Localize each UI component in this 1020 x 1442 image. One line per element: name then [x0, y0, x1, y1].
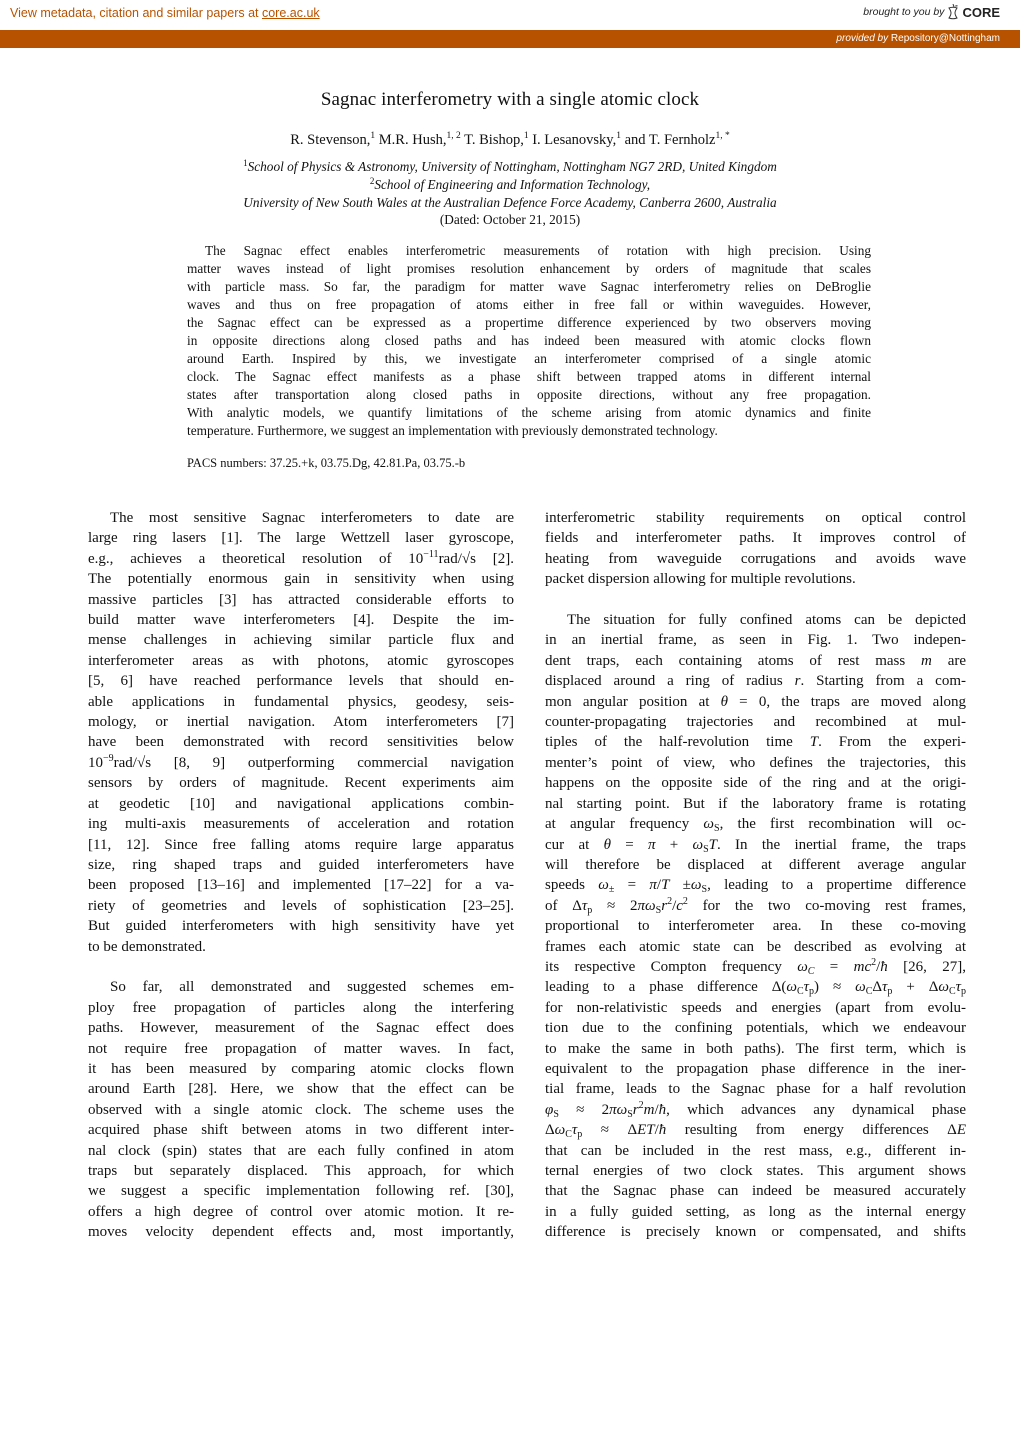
- body-text-line: for non-relativistic speeds and energies (apart from evolu-: [545, 999, 966, 1016]
- brought-by-label: brought to you by: [863, 6, 945, 18]
- body-text-line: large ring lasers [1]. The large Wettzell laser gyroscope,: [88, 530, 514, 547]
- body-text-line: will therefore be displaced at different average angular: [545, 856, 966, 873]
- abstract-line: the Sagnac effect can be expressed as a propertime difference experienced by two observers moving: [187, 315, 871, 331]
- body-text-line: at angular frequency $\omega_S$, the first recombination will oc-: [545, 816, 966, 835]
- abstract-line: in opposite directions along closed paths and has indeed been measured with atomic clocks flown: [187, 333, 871, 349]
- body-text-line: build matter wave interferometers [4]. Despite the im-: [88, 612, 514, 629]
- body-text-line: $\varphi_S$ ≈ $2\pi\omega_Sr^2m/ħ$, which advances any dynamical phase: [545, 1099, 966, 1120]
- body-text-line: ploy free propagation of particles along the interfering: [88, 999, 514, 1016]
- abstract-line: waves and thus on free propagation of atoms either in free fall or within waveguides. However,: [187, 297, 871, 313]
- core-link[interactable]: core.ac.uk: [261, 6, 320, 20]
- author: I. Lesanovsky,$^1$: [532, 131, 621, 148]
- body-text-line: that can be included in the rest mass, e.g., different in-: [545, 1142, 966, 1159]
- paragraph-gap: [545, 590, 966, 610]
- paragraph-gap: [88, 957, 514, 977]
- body-text-line: $\Delta\omega_C\tau_p$ ≈ ΔET/ħ resulting from energy differences ΔE: [545, 1122, 966, 1141]
- body-text-line: nal clock (spin) states that are each fully confined in atom: [88, 1142, 514, 1159]
- body-text-line: interferometer areas as with photons, atomic gyroscopes: [88, 652, 514, 669]
- author-list: [0, 132, 1020, 149]
- body-text-line: leading to a phase difference $\Delta(\omega_C\tau_p) \approx \omega_C\Delta\tau_p + \Delta\omega_C\tau_p$: [545, 979, 966, 998]
- core-banner-bar: [0, 30, 1020, 48]
- provided-by-label: provided by: [836, 33, 889, 44]
- body-text-line: it has been measured by comparing atomic clocks flown: [88, 1060, 514, 1077]
- body-text-line: not require free propagation of matter waves. In fact,: [88, 1040, 514, 1057]
- body-text-line: paths. However, measurement of the Sagnac effect does: [88, 1020, 514, 1037]
- affiliation: University of New South Wales at the Australian Defence Force Academy, Canberra 2600, Australia: [243, 195, 777, 210]
- body-text-line: ing multi-axis measurements of acceleration and rotation: [88, 816, 514, 833]
- body-text-line: been proposed [13–16] and implemented [17–22] for a va-: [88, 877, 514, 894]
- body-text-line: happens on the opposite side of the ring and at the origi-: [545, 775, 966, 792]
- body-text-line: speeds $\omega_\pm = \pi/T \pm\omega_S$, leading to a propertime difference: [545, 877, 966, 896]
- author: M.R. Hush,$^{1, 2}$: [378, 131, 461, 148]
- abstract: [187, 242, 871, 441]
- left-column: [88, 508, 514, 1243]
- body-text-line: proportional to interferometer area. In these co-moving: [545, 918, 966, 935]
- author: and T. Fernholz$^{1, *}$: [624, 131, 730, 148]
- body-text-line: massive particles [3] has attracted considerable efforts to: [88, 591, 514, 608]
- body-text-line: tiples of the half-revolution time T. From the experi-: [545, 734, 966, 751]
- body-text-line: we suggest a specific implementation following ref. [30],: [88, 1183, 514, 1200]
- body-text-line: tial frame, leads to the Sagnac phase for a half revolution: [545, 1081, 966, 1098]
- body-text-line: mon angular position at θ = 0, the traps are moved along: [545, 693, 967, 710]
- body-text-line: in an inertial frame, as seen in Fig. 1. Two indepen-: [545, 632, 966, 649]
- author: T. Bishop,$^1$: [464, 131, 529, 148]
- core-banner-top: [0, 0, 1020, 30]
- body-text-line: observed with a single atomic clock. The scheme uses the: [88, 1101, 514, 1118]
- body-text-line: traps but separately displaced. This approach, for which: [88, 1163, 514, 1179]
- body-text-line: acquired phase shift between atoms in two different inter-: [88, 1122, 514, 1139]
- body-text-line: dent traps, each containing atoms of rest mass m are: [545, 652, 966, 669]
- pacs-numbers: PACS numbers: 37.25.+k, 03.75.Dg, 42.81.Pa, 03.75.-b: [187, 456, 466, 470]
- right-column: [545, 508, 966, 1243]
- body-text-line: The most sensitive Sagnac interferometers to date are: [110, 510, 514, 526]
- body-text-line: around Earth [28]. Here, we show that the effect can be: [88, 1081, 514, 1098]
- apple-core-icon: [947, 4, 959, 20]
- core-metadata-prefix: View metadata, citation and similar papers at: [10, 6, 262, 20]
- abstract-line: matter waves instead of light promises resolution enhancement by orders of magnitude that scales: [187, 261, 871, 277]
- body-text-line: equivalent to the propagation phase difference in the iner-: [545, 1060, 966, 1077]
- abstract-line: The Sagnac effect enables interferometric measurements of rotation with high precision. Using: [205, 243, 871, 258]
- body-text-line: [11, 12]. Since free falling atoms require large apparatus: [88, 836, 514, 853]
- abstract-line: with particle mass. So far, the paradigm for matter wave Sagnac interferometry relies on DeBroglie: [187, 279, 871, 295]
- body-text-line: difference is precisely known or compensated, and shifts: [545, 1224, 966, 1241]
- body-text-line: mense challenges in achieving similar particle flux and: [88, 632, 514, 649]
- body-text-line: counter-propagating trajectories and recombined at mul-: [545, 714, 966, 731]
- body-text-line: So far, all demonstrated and suggested schemes em-: [110, 979, 514, 996]
- abstract-line: clock. The Sagnac effect manifests as a phase shift between trapped atoms in different internal: [187, 369, 871, 385]
- body-text-line: The situation for fully confined atoms can be depicted: [567, 612, 966, 629]
- body-text-line: of $\Delta\tau_p \approx 2\pi\omega_Sr^2/c^2$ for the two co-moving rest frames,: [545, 895, 966, 916]
- body-text-line: $10^{-9}rad/√s$ [8, 9] outperforming commercial navigation: [88, 752, 514, 771]
- body-text-line: riety of geometries and levels of sophistication [23–25].: [88, 897, 514, 914]
- body-text-line: interferometric stability requirements on optical control: [545, 510, 966, 526]
- affiliation: $^2$School of Engineering and Information Technology,: [369, 176, 651, 192]
- body-text-line: able applications in fundamental physics, geodesy, seis-: [88, 693, 514, 710]
- abstract-line: temperature. Furthermore, we suggest an implementation with previously demonstrated technology.: [187, 423, 718, 439]
- body-text-line: displaced around a ring of radius r. Starting from a com-: [545, 673, 966, 690]
- body-text-line: mology, or inertial navigation. Atom interferometers [7]: [88, 714, 514, 731]
- body-text-line: heating from waveguide corrugations and avoids wave: [545, 550, 966, 567]
- affiliation: $^1$School of Physics & Astronomy, University of Nottingham, Nottingham NG7 2RD, United Kingdom: [243, 158, 777, 174]
- date-line: (Dated: October 21, 2015): [439, 212, 581, 227]
- core-provided-by[interactable]: [836, 33, 1000, 44]
- core-metadata-line: [10, 6, 320, 20]
- body-text-line: that the Sagnac phase can indeed be measured accurately: [545, 1183, 966, 1200]
- body-text-line: ternal energies of two clock states. This argument shows: [545, 1163, 966, 1179]
- core-logo-text: CORE: [962, 4, 1000, 20]
- abstract-line: states after transportation along closed paths in opposite directions, without any free propagation.: [187, 387, 871, 403]
- body-text-line: at geodetic [10] and navigational applications combin-: [88, 795, 514, 812]
- body-text-line: to be demonstrated.: [88, 938, 206, 955]
- provider-name: Repository@Nottingham: [890, 33, 1000, 44]
- author: R. Stevenson,$^1$: [290, 131, 376, 148]
- body-text-line: sensors by orders of magnitude. Recent experiments aim: [88, 775, 514, 792]
- body-text-line: size, ring shaped traps and guided interferometers have: [88, 856, 514, 873]
- body-text-line: nal starting point. But if the laboratory frame is rotating: [545, 795, 966, 812]
- body-text-line: packet dispersion allowing for multiple revolutions.: [545, 571, 856, 588]
- body-text-line: have been demonstrated with record sensitivities below: [88, 734, 514, 751]
- body-text-line: in a fully guided setting, as long as the internal energy: [545, 1203, 966, 1220]
- body-text-line: frames each atomic state can be described as evolving at: [545, 938, 966, 955]
- body-text-line: fields and interferometer paths. It improves control of: [545, 530, 966, 547]
- body-text-line: tion due to the confining potentials, which we endeavour: [545, 1020, 966, 1037]
- abstract-line: around Earth. Inspired by this, we investigate an interferometer comprised of a single atomic: [187, 351, 871, 367]
- body-text-line: [5, 6] have reached performance levels that should en-: [88, 673, 514, 690]
- body-text-line: offers a high degree of control over atomic motion. It re-: [88, 1203, 514, 1220]
- abstract-line: With analytic models, we quantify limitations of the scheme arising from atomic dynamics and finite: [187, 405, 871, 421]
- body-text-line: its respective Compton frequency $\omega_C$ = $mc^2/ħ$ [26, 27],: [545, 956, 966, 977]
- body-text-line: e.g., achieves a theoretical resolution of $10^{-11}rad/√s$ [2].: [88, 548, 514, 567]
- body-text-line: to make the same in both paths). The first term, which is: [545, 1040, 966, 1057]
- body-text-line: But guided interferometers with high sensitivity have yet: [88, 918, 514, 935]
- paper-title: Sagnac interferometry with a single atomic clock: [320, 89, 700, 110]
- core-brought-by[interactable]: [863, 4, 1000, 20]
- body-text-line: cur at $\theta = \pi + \omega_ST$. In the inertial frame, the traps: [545, 836, 966, 855]
- body-text-line: The potentially enormous gain in sensitivity when using: [88, 571, 514, 588]
- body-text-line: moves velocity dependent effects and, most importantly,: [88, 1224, 514, 1241]
- body-text-line: menter’s point of view, who defines the trajectories, this: [545, 754, 966, 771]
